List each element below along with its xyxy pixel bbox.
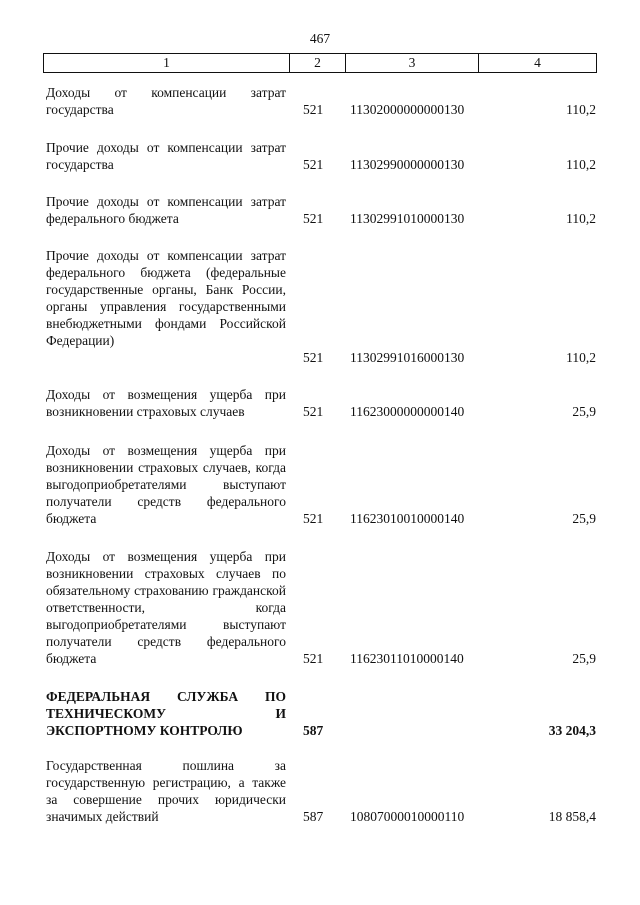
row-amount: 110,2 — [566, 211, 596, 226]
row-amount: 33 204,3 — [548, 723, 596, 738]
header-col-3: 3 — [345, 54, 478, 72]
row-admin-code: 521 — [303, 211, 324, 226]
row-name: Доходы от возмещения ущерба при возникновении страховых случаев — [46, 387, 286, 419]
row-admin-code: 521 — [303, 102, 324, 117]
header-col-2: 2 — [289, 54, 345, 72]
row-admin-code: 521 — [303, 350, 324, 365]
row-admin-code: 521 — [303, 511, 324, 526]
table-header — [43, 53, 597, 73]
header-col-1: 1 — [163, 55, 170, 70]
row-budget-code: 11302991016000130 — [350, 350, 465, 365]
row-amount: 110,2 — [566, 350, 596, 365]
row-name: Доходы от возмещения ущерба при возникновении страховых случаев по обязательному страхованию гражданской ответственности, когда выгодоприобретателями выступают получатели средств федерального бюджета — [46, 549, 286, 666]
row-name: Прочие доходы от компенсации затрат федерального бюджета (федеральные государственные органы, Банк России, органы управления государственными внебюджетными фондами Российской Федерации) — [46, 248, 286, 348]
row-admin-code: 521 — [303, 651, 324, 666]
row-admin-code: 587 — [303, 809, 324, 824]
row-name: Прочие доходы от компенсации затрат государства — [46, 140, 286, 172]
row-budget-code: 11302000000000130 — [350, 102, 465, 117]
row-budget-code: 11302991010000130 — [350, 211, 465, 226]
row-admin-code: 587 — [303, 723, 324, 738]
row-amount: 110,2 — [566, 102, 596, 117]
row-amount: 18 858,4 — [548, 809, 596, 824]
row-budget-code: 10807000010000110 — [350, 809, 465, 824]
page-number: 467 — [309, 31, 331, 46]
row-name: Доходы от компенсации затрат государства — [46, 85, 286, 117]
row-budget-code: 11623000000000140 — [350, 404, 465, 419]
row-budget-code: 11623010010000140 — [350, 511, 465, 526]
row-name: Государственная пошлина за государственную регистрацию, а также за совершение прочих юридически значимых действий — [46, 758, 286, 824]
row-name: Прочие доходы от компенсации затрат федерального бюджета — [46, 194, 286, 226]
row-amount: 25,9 — [572, 511, 596, 526]
row-name: Доходы от возмещения ущерба при возникновении страховых случаев, когда выгодоприобретателями выступают получатели средств федерального бюджета — [46, 443, 286, 526]
row-budget-code: 11302990000000130 — [350, 157, 465, 172]
row-budget-code: 11623011010000140 — [350, 651, 464, 666]
row-amount: 110,2 — [566, 157, 596, 172]
row-amount: 25,9 — [572, 651, 596, 666]
section-heading: ФЕДЕРАЛЬНАЯ СЛУЖБА ПО ТЕХНИЧЕСКОМУ И ЭКСПОРТНОМУ КОНТРОЛЮ — [46, 689, 286, 738]
header-col-4: 4 — [478, 54, 596, 72]
row-admin-code: 521 — [303, 157, 324, 172]
row-amount: 25,9 — [572, 404, 596, 419]
row-admin-code: 521 — [303, 404, 324, 419]
